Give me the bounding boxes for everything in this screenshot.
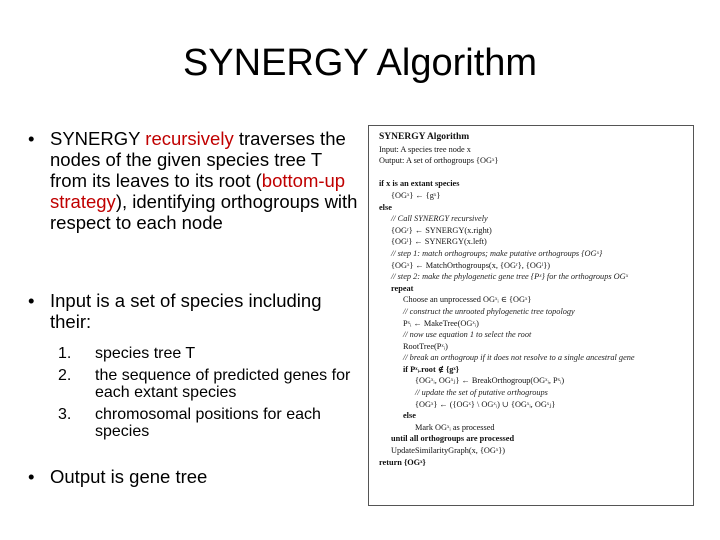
list-number: 3. — [58, 405, 72, 423]
highlight-recursively: recursively — [145, 128, 234, 149]
algorithm-line: // update the set of putative orthogroups — [415, 388, 548, 398]
traversal-text-part5: ), identifying orthogroups with respect to each node — [50, 191, 358, 233]
algorithm-line: Output: A set of orthogroups {OGˣ} — [379, 156, 499, 166]
algorithm-line: Choose an unprocessed OGˣᵢ ∈ {OGˣ} — [403, 295, 532, 305]
algorithm-line: // step 2: make the phylogenetic gene tree {Pˣ} for the orthogroups OGˣ — [391, 272, 628, 282]
list-number: 2. — [58, 366, 72, 384]
traversal-text-part3: traverses the nodes of the given species tree T from its leaves to its root ( — [50, 128, 346, 191]
algorithm-line: until all orthogroups are processed — [391, 434, 515, 444]
algorithm-line: {OGˣ} ← MatchOrthogroups(x, {OGʳ}, {OGˡ}) — [391, 260, 550, 270]
bullet-input-text: Input is a set of species including their: — [50, 290, 322, 332]
algorithm-line: {OGˣᵢ, OGˣⱼ} ← BreakOrthogroup(OGˣᵢ, Pˣᵢ) — [415, 376, 565, 386]
algorithm-line: // break an orthogroup if it does not resolve to a single ancestral gene — [403, 353, 635, 363]
algorithm-line: else — [403, 411, 416, 421]
algorithm-line: {OGˣ} ← ({OGˣ} \ OGˣᵢ) ∪ {OGˣᵢ, OGˣⱼ} — [415, 399, 556, 409]
algorithm-line: RootTree(Pˣᵢ) — [403, 341, 448, 351]
algorithm-line: repeat — [391, 283, 414, 293]
algorithm-line: {OGˣ} ← {gˣ} — [391, 190, 441, 200]
algorithm-line: else — [379, 202, 392, 212]
bullet-dot: • — [28, 290, 35, 311]
algorithm-line — [379, 167, 683, 179]
algorithm-line: // step 1: match orthogroups; make putative orthogroups {OGˣ} — [391, 248, 603, 258]
algorithm-line: {OGˡ} ← SYNERGY(x.left) — [391, 237, 487, 247]
bullet-output-text: Output is gene tree — [50, 466, 208, 487]
bullet-dot: • — [28, 128, 35, 149]
algorithm-line: return {OGˣ} — [379, 457, 426, 467]
algorithm-line: UpdateSimilarityGraph(x, {OGˣ}) — [391, 446, 506, 456]
list-item-text: chromosomal positions for each species — [95, 405, 321, 440]
bullet-traversal-text — [50, 128, 360, 233]
algorithm-line: if x is an extant species — [379, 179, 460, 189]
algorithm-pseudocode-figure — [368, 125, 694, 506]
algorithm-line: if Pˣᵢ.root ∉ {gˣ} — [403, 364, 460, 374]
list-item-text: species tree T — [95, 345, 196, 362]
list-item-text: the sequence of predicted genes for each extant species — [95, 366, 351, 401]
slide-title: SYNERGY Algorithm — [182, 42, 538, 84]
list-number: 1. — [58, 345, 72, 362]
algorithm-line: Mark OGˣᵢ as processed — [415, 422, 495, 432]
algorithm-line: {OGʳ} ← SYNERGY(x.right) — [391, 225, 492, 235]
highlight-bottom-up: bottom-up strategy — [50, 170, 346, 212]
algorithm-line: // Call SYNERGY recursively — [391, 214, 488, 224]
algorithm-line: Input: A species tree node x — [379, 144, 471, 154]
algorithm-line: SYNERGY Algorithm — [379, 132, 470, 142]
traversal-text-part1: SYNERGY — [50, 128, 146, 149]
algorithm-line: // now use equation 1 to select the root — [403, 330, 532, 340]
algorithm-line: // construct the unrooted phylogenetic tree topology — [403, 306, 575, 316]
algorithm-line: Pˣᵢ ← MakeTree(OGˣᵢ) — [403, 318, 479, 328]
bullet-dot: • — [28, 466, 35, 487]
